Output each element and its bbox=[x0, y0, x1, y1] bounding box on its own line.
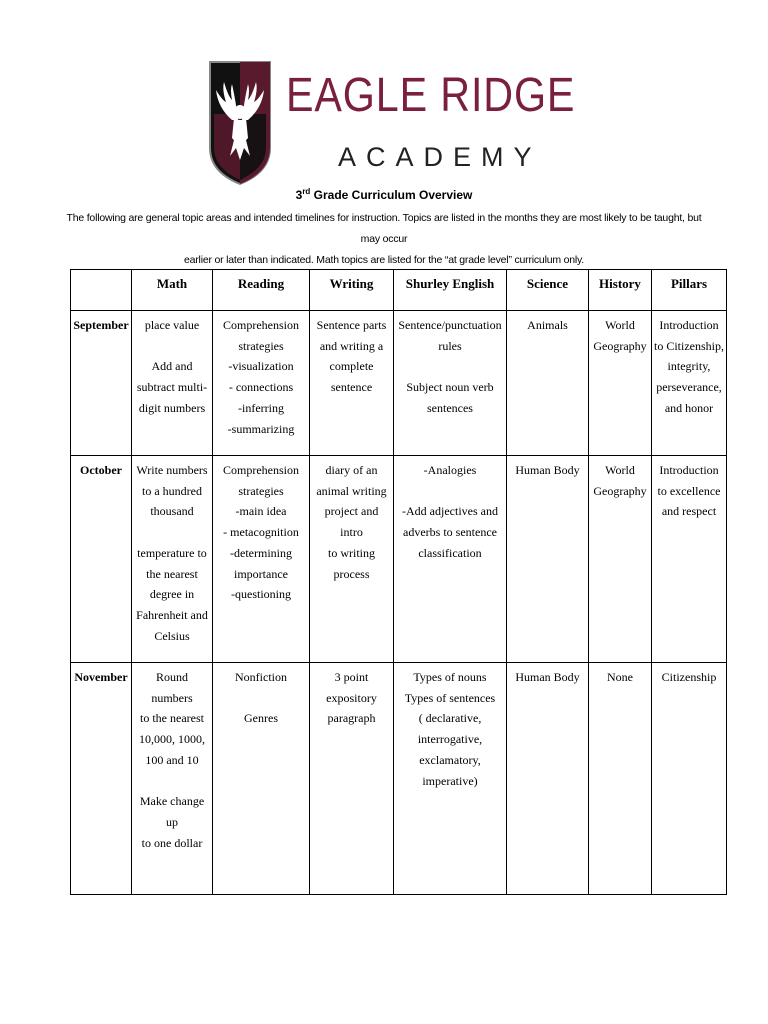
month-cell: September bbox=[71, 311, 132, 456]
brand-subtitle: ACADEMY bbox=[338, 142, 542, 172]
month-cell: October bbox=[71, 456, 132, 663]
month-cell: November bbox=[71, 663, 132, 895]
eagle-shield-icon bbox=[208, 60, 272, 186]
pillars-cell: Introduction to excellence and respect bbox=[652, 456, 727, 663]
intro-line: earlier or later than indicated. Math topics are listed for the “at grade level” curriculum only. bbox=[183, 254, 585, 266]
shurley-english-cell: Types of nouns Types of sentences ( declarative, interrogative, exclamatory, imperative) bbox=[394, 663, 507, 895]
column-header-math: Math bbox=[132, 270, 213, 311]
shurley-english-cell: Sentence/punctuation rules Subject noun verb sentences bbox=[394, 311, 507, 456]
table-header-row bbox=[71, 270, 727, 311]
reading-cell: Nonfiction Genres bbox=[213, 663, 310, 895]
title-rest: Grade Curriculum Overview bbox=[310, 188, 473, 202]
math-cell: place value Add and subtract multi- digit numbers bbox=[132, 311, 213, 456]
column-header-reading: Reading bbox=[213, 270, 310, 311]
column-header-science: Science bbox=[507, 270, 589, 311]
intro-paragraph bbox=[60, 208, 708, 271]
table-row bbox=[71, 663, 727, 895]
title-prefix: 3 bbox=[295, 188, 303, 202]
brand-name: EAGLE RIDGE bbox=[286, 69, 576, 122]
reading-cell: Comprehension strategies -visualization - connections -inferring -summarizing bbox=[213, 311, 310, 456]
school-logo bbox=[208, 60, 576, 186]
science-cell: Human Body bbox=[507, 663, 589, 895]
table-row bbox=[71, 456, 727, 663]
intro-line: The following are general topic areas and intended timelines for instruction. Topics are listed in the months they are most likely to be taught, but may occur bbox=[66, 212, 702, 245]
column-header-writing: Writing bbox=[310, 270, 394, 311]
writing-cell: diary of an animal writing project and intro to writing process bbox=[310, 456, 394, 663]
science-cell: Human Body bbox=[507, 456, 589, 663]
history-cell: World Geography bbox=[589, 311, 652, 456]
column-header-month bbox=[71, 270, 132, 311]
column-header-shurley-english: Shurley English bbox=[394, 270, 507, 311]
math-cell: Round numbers to the nearest 10,000, 1000, 100 and 10 Make change up to one dollar bbox=[132, 663, 213, 895]
column-header-pillars: Pillars bbox=[652, 270, 727, 311]
page-title bbox=[0, 187, 768, 202]
writing-cell: Sentence parts and writing a complete sentence bbox=[310, 311, 394, 456]
table-row bbox=[71, 311, 727, 456]
pillars-cell: Citizenship bbox=[652, 663, 727, 895]
pillars-cell: Introduction to Citizenship, integrity, perseverance, and honor bbox=[652, 311, 727, 456]
history-cell: None bbox=[589, 663, 652, 895]
reading-cell: Comprehension strategies -main idea - metacognition -determining importance -questioning bbox=[213, 456, 310, 663]
math-cell: Write numbers to a hundred thousand temperature to the nearest degree in Fahrenheit and Celsius bbox=[132, 456, 213, 663]
writing-cell: 3 point expository paragraph bbox=[310, 663, 394, 895]
column-header-history: History bbox=[589, 270, 652, 311]
science-cell: Animals bbox=[507, 311, 589, 456]
curriculum-table bbox=[70, 269, 727, 895]
shurley-english-cell: -Analogies -Add adjectives and adverbs to sentence classification bbox=[394, 456, 507, 663]
title-superscript: rd bbox=[302, 187, 311, 196]
history-cell: World Geography bbox=[589, 456, 652, 663]
